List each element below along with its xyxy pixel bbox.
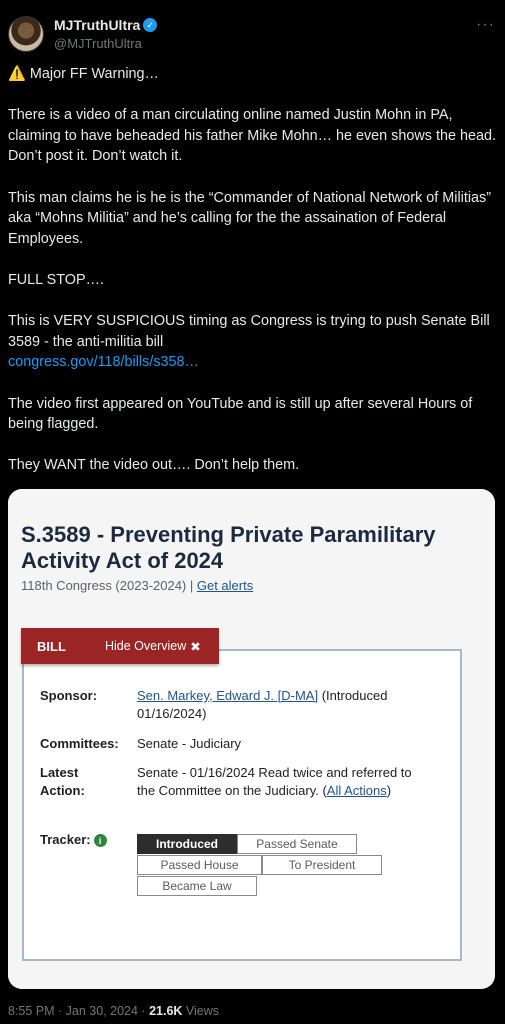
all-actions-link[interactable]: All Actions [326,783,387,798]
sponsor-rest: (Introduced 01/16/2024) [137,688,388,721]
tweet-paragraph: This man claims he is he is the “Commander of National Network of Militias” aka “Mohns Militia” and he’s calling for the the assaination of Federal Employees. [8,189,492,247]
verified-badge-icon: ✓ [143,18,157,32]
latest-action-text: Senate - 01/16/2024 Read twice and referred to the Committee on the Judiciary. ( [137,765,412,798]
tweet-text [8,64,497,496]
committees-value: Senate - Judiciary [137,736,242,751]
bill-title: S.3589 - Preventing Private Paramilitary Activity Act of 2024 [21,522,436,573]
tweet-paragraph: There is a video of a man circulating online named Justin Mohn in PA, claiming to have beheaded his father Mike Mohn… he even shows the head. Don’t post it. Don’t watch it. [8,107,496,165]
sponsor-label: Sponsor: [40,688,98,703]
tweet-header [8,14,497,56]
congress-line [21,578,253,593]
hide-overview-button[interactable] [105,639,201,654]
bill-tab [21,628,219,664]
tweet-paragraph: The video first appeared on YouTube and is still up after several Hours of being flagged. [8,395,473,433]
congress-text: 118th Congress (2023-2024) | [21,578,197,593]
name-row [54,17,157,33]
latest-action-value [137,764,432,800]
media-card[interactable] [8,489,495,989]
warning-icon: ⚠️ [8,66,26,82]
sponsor-link[interactable]: Sen. Markey, Edward J. [D-MA] [137,688,319,703]
latest-action-label: Latest Action: [40,765,85,798]
info-icon[interactable]: i [94,834,107,847]
tweet-line: Major FF Warning… [29,66,159,82]
user-handle[interactable]: @MJTruthUltra [54,36,142,51]
avatar[interactable] [8,16,44,52]
tracker-label: Tracker: [40,832,91,847]
sponsor-value [137,687,437,723]
tracker-step-passed-senate: Passed Senate [237,834,357,854]
tracker-label-row [40,831,107,849]
more-horizontal-icon[interactable]: ··· [476,16,495,33]
tweet-line: This is VERY SUSPICIOUS timing as Congress is trying to push Senate Bill 3589 - the anti-militia bill [8,313,490,350]
views-count: 21.6K [149,1004,183,1018]
tweet-link[interactable]: congress.gov/118/bills/s358… [8,354,199,371]
tweet-paragraph [8,64,497,85]
tracker-step-became-law: Became Law [137,876,257,896]
display-name[interactable]: MJTruthUltra [54,17,141,33]
tweet-timestamp[interactable]: 8:55 PM · Jan 30, 2024 · [8,1004,150,1018]
close-icon: ✖ [190,639,201,654]
bill-screenshot [8,489,495,989]
tracker-step-passed-house: Passed House [137,855,262,875]
views-label: Views [182,1004,220,1018]
committees-label: Committees: [40,736,119,751]
latest-action-close: ) [386,783,392,798]
tweet-paragraph: FULL STOP…. [8,271,104,288]
bill-tab-label: BILL [37,638,66,654]
tweet-paragraph [8,311,497,373]
tracker [137,834,397,904]
tweet-footer [8,1004,219,1018]
hide-overview-label: Hide Overview [105,639,187,653]
tweet-paragraph: They WANT the video out…. Don’t help them. [8,457,300,474]
get-alerts-link[interactable]: Get alerts [196,578,254,593]
tracker-step-introduced: Introduced [137,834,237,854]
tracker-step-to-president: To President [262,855,382,875]
